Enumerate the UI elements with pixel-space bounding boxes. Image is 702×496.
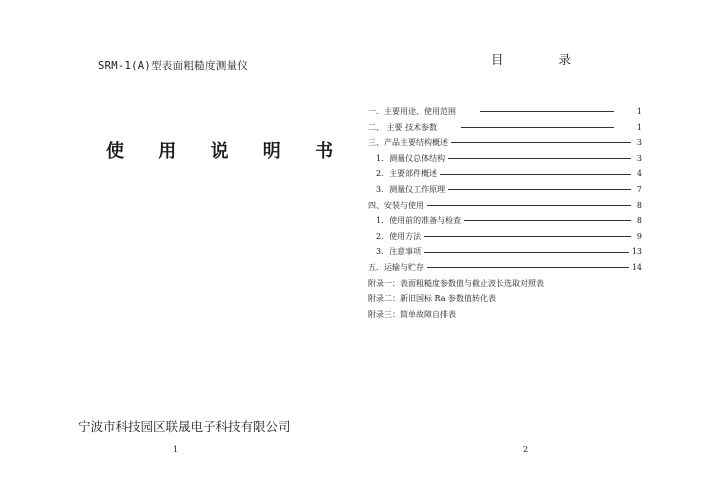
page-number-right: 2 <box>523 445 529 454</box>
toc-leader-line <box>448 158 631 159</box>
toc-entry <box>368 213 642 229</box>
toc-entry-label: 五．运输与贮存 <box>368 262 424 272</box>
toc-entry-page: 1 <box>636 122 642 132</box>
appendix-entry <box>368 276 642 292</box>
toc-entry-label: 1．测量仪总体结构 <box>376 153 446 163</box>
toc-entry-label: 2．使用方法 <box>376 231 422 241</box>
toc-heading-char-2: 录 <box>558 52 571 67</box>
appendix-entry <box>368 291 642 307</box>
toc-leader-line <box>427 205 631 206</box>
toc-entry <box>368 182 642 198</box>
toc-entry <box>368 260 642 276</box>
toc-entry-page: 8 <box>636 216 642 226</box>
toc-leader-line <box>464 220 631 221</box>
toc-entry <box>368 120 642 136</box>
toc-entry-page: 3 <box>636 138 642 148</box>
toc-leader-line <box>424 252 629 253</box>
toc-heading <box>491 50 571 68</box>
toc-entry-page: 13 <box>631 247 642 257</box>
toc-entry <box>368 166 642 182</box>
toc-entry-label: 2．主要部件概述 <box>376 169 438 179</box>
toc-list <box>368 104 642 322</box>
toc-entry-page: 8 <box>636 200 642 210</box>
toc-entry-label: 一．主要用途、使用范围 <box>368 107 456 116</box>
toc-leader-line <box>448 189 631 190</box>
toc-entry <box>368 229 642 245</box>
toc-leader-line <box>461 127 614 128</box>
model-title: SRM-1(A)型表面粗糙度测量仪 <box>98 60 249 72</box>
toc-entry-page: 14 <box>631 262 642 272</box>
toc-leader-line <box>480 111 614 112</box>
appendix-label: 附录三：简单故障自排表 <box>368 309 456 319</box>
toc-entry-label: 1．使用前的准备与检查 <box>376 216 462 226</box>
appendix-label: 附录二：新旧国标 Ra 参数值转化表 <box>368 294 497 304</box>
appendix-entry <box>368 307 642 323</box>
company-name: 宁波市科技园区联晟电子科技有限公司 <box>78 419 291 434</box>
toc-leader-line <box>424 236 631 237</box>
appendix-label: 附录一：表面粗糙度参数值与截止波长选取对照表 <box>368 278 544 288</box>
toc-entry-label: 四、安装与使用 <box>368 200 424 210</box>
toc-entry-label: 三、产品主要结构概述 <box>368 138 448 148</box>
toc-entry-label: 3．注意事项 <box>376 247 422 257</box>
toc-entry <box>368 104 642 120</box>
toc-leader-line <box>427 267 629 268</box>
toc-entry-page: 3 <box>636 153 642 163</box>
toc-entry-page: 9 <box>636 231 642 241</box>
page-number-left: 1 <box>173 445 179 454</box>
toc-leader-line <box>451 142 631 143</box>
toc-entry <box>368 244 642 260</box>
toc-entry-label: 3．测量仪工作原理 <box>376 184 446 194</box>
toc-entry <box>368 151 642 167</box>
toc-heading-char-1: 目 <box>491 52 504 67</box>
toc-entry <box>368 135 642 151</box>
toc-entry-page: 4 <box>636 169 642 179</box>
toc-entry-page: 7 <box>636 184 642 194</box>
toc-leader-line <box>440 174 631 175</box>
toc-entry-page: 1 <box>636 107 642 116</box>
manual-title: 使 用 说 明 书 <box>106 141 348 162</box>
toc-entry <box>368 198 642 214</box>
toc-entry-label: 二、 主要 技术参数 <box>368 122 438 132</box>
toc-page <box>351 0 702 496</box>
